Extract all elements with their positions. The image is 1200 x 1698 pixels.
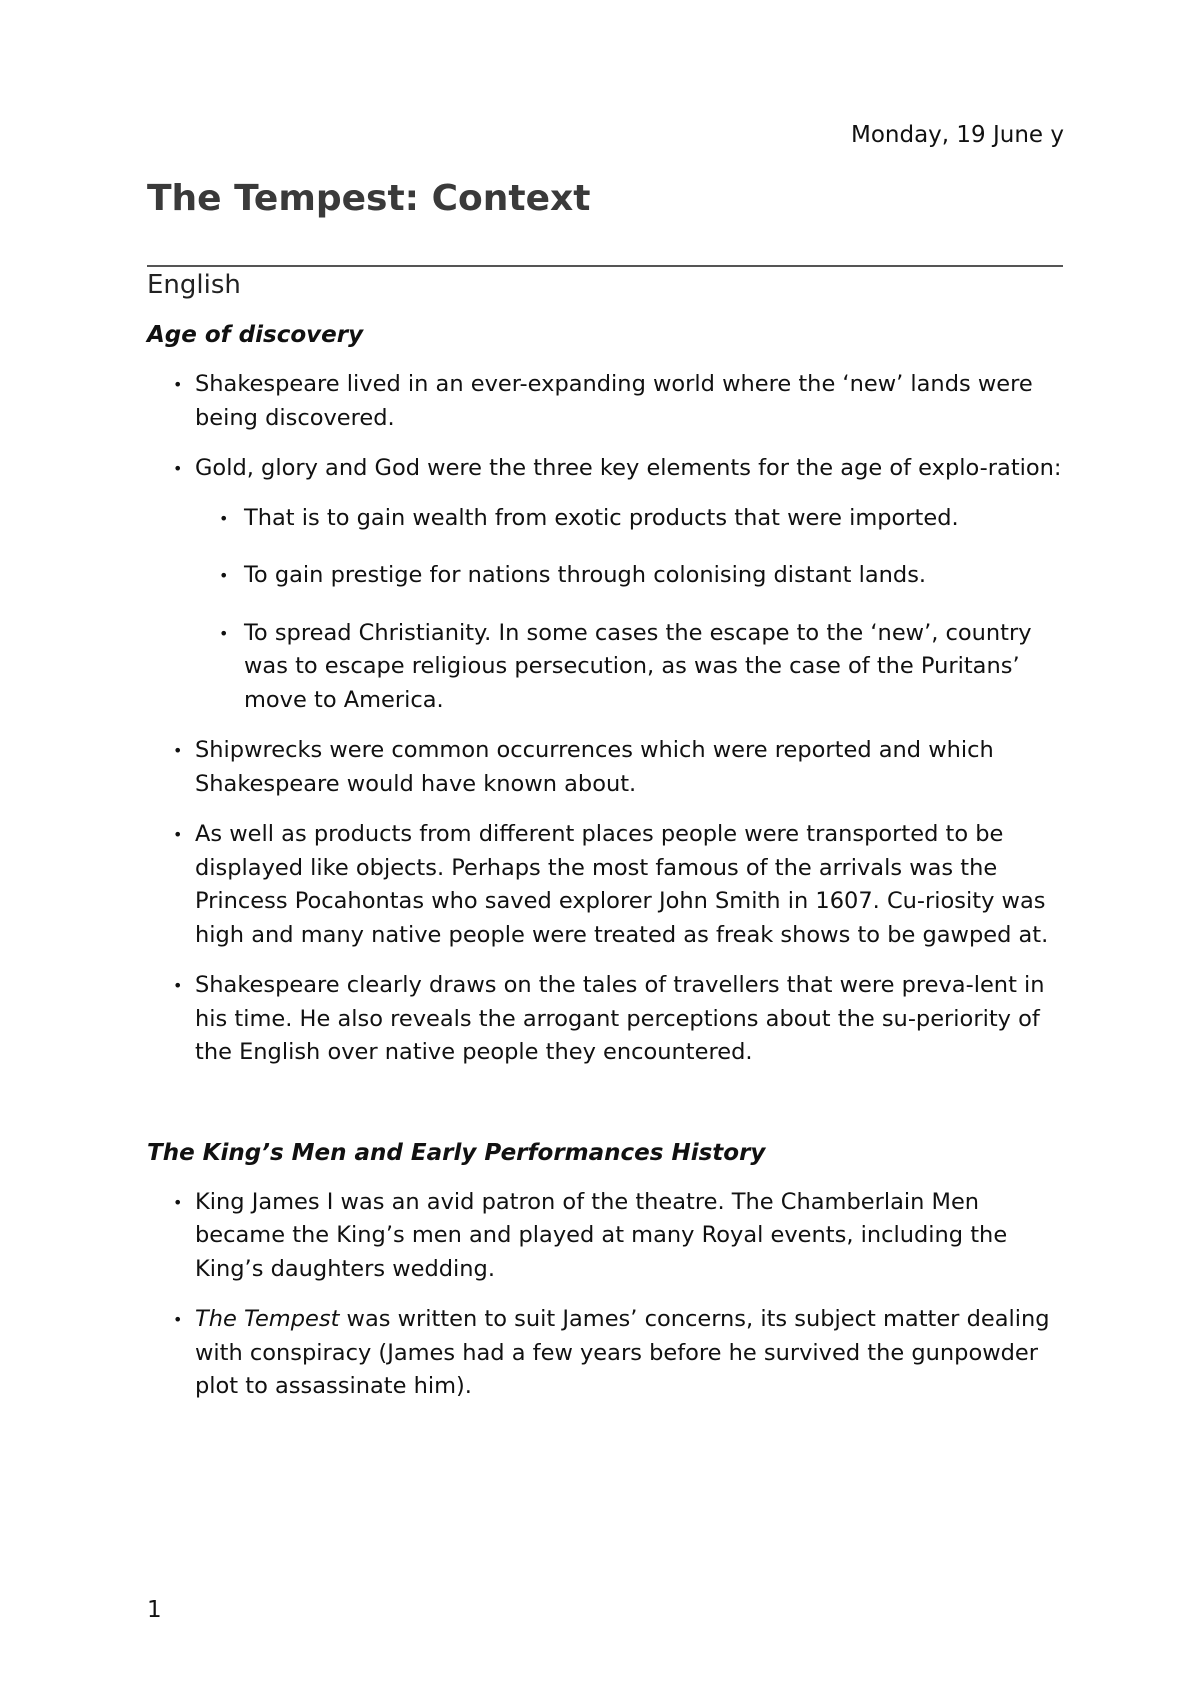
bullet-icon: • bbox=[173, 976, 183, 995]
sub-list-item-text: To spread Christianity. In some cases the escape to the ‘new’, country was to escape religious persecution, as was the case of the Puritans’ move to America. bbox=[244, 619, 1032, 713]
sub-list-item bbox=[147, 617, 1067, 718]
page-title: The Tempest: Context bbox=[147, 178, 591, 219]
list-item-text: was written to suit James’ concerns, its subject matter dealing with conspiracy (James had a few years before he survived the gunpowder plot to assassinate him). bbox=[195, 1306, 1050, 1399]
section-heading-kings-men: The King’s Men and Early Performances History bbox=[147, 1139, 766, 1166]
list-item bbox=[147, 734, 1067, 801]
list-item bbox=[147, 452, 1067, 717]
bullet-icon: • bbox=[219, 566, 229, 585]
subject-label: English bbox=[147, 270, 241, 300]
bullet-icon: • bbox=[173, 375, 183, 394]
bullet-icon: • bbox=[219, 623, 229, 643]
bullet-icon: • bbox=[173, 459, 183, 478]
document-body bbox=[147, 322, 1067, 1421]
list-item-text: Shipwrecks were common occurrences which were reported and which Shakespeare would have known about. bbox=[195, 737, 994, 797]
bullet-icon: • bbox=[173, 1192, 183, 1212]
list-item bbox=[147, 1303, 1067, 1404]
list-item bbox=[147, 969, 1067, 1070]
bullet-icon: • bbox=[173, 741, 183, 760]
section-heading-age-of-discovery: Age of discovery bbox=[147, 322, 364, 348]
list-item-text: Shakespeare clearly draws on the tales of travellers that were preva-lent in his time. He also reveals the arrogant perceptions about the su-periority of the English over native people they encountered. bbox=[195, 972, 1045, 1065]
list-item bbox=[147, 368, 1067, 435]
bullet-icon: • bbox=[173, 1310, 183, 1329]
sub-list-item-text: That is to gain wealth from exotic products that were imported. bbox=[244, 504, 959, 531]
bullet-icon: • bbox=[219, 508, 229, 528]
bullet-icon: • bbox=[173, 825, 183, 844]
title-rule bbox=[147, 265, 1063, 267]
list-item-text: As well as products from different places people were transported to be displayed like objects. Perhaps the most famous of the arrivals was the Princess Pocahontas who saved explorer John Smith in 1607. Cu-riosity was high and many native people were treated as freak shows to be gawped at. bbox=[195, 821, 1049, 948]
sub-list-item bbox=[147, 559, 1067, 593]
list-item bbox=[147, 818, 1067, 952]
page-number: 1 bbox=[147, 1597, 162, 1623]
list-item-text: King James I was an avid patron of the theatre. The Chamberlain Men became the King’s men and played at many Royal events, including the King’s daughters wedding. bbox=[195, 1188, 1008, 1282]
list-item bbox=[147, 1186, 1067, 1287]
sub-list-item-text: To gain prestige for nations through colonising distant lands. bbox=[244, 562, 927, 588]
bullet-list-kings-men bbox=[147, 1186, 1067, 1404]
sub-bullet-list bbox=[195, 502, 1067, 718]
play-title-italic: The Tempest bbox=[195, 1306, 340, 1332]
list-item-text: Gold, glory and God were the three key elements for the age of explo-ration: bbox=[195, 455, 1062, 481]
date: Monday, 19 June y bbox=[850, 122, 1064, 148]
sub-list-item bbox=[147, 502, 1067, 536]
list-item-text: Shakespeare lived in an ever-expanding world where the ‘new’ lands were being discovered. bbox=[195, 371, 1033, 431]
bullet-list-age-of-discovery bbox=[147, 368, 1067, 1070]
